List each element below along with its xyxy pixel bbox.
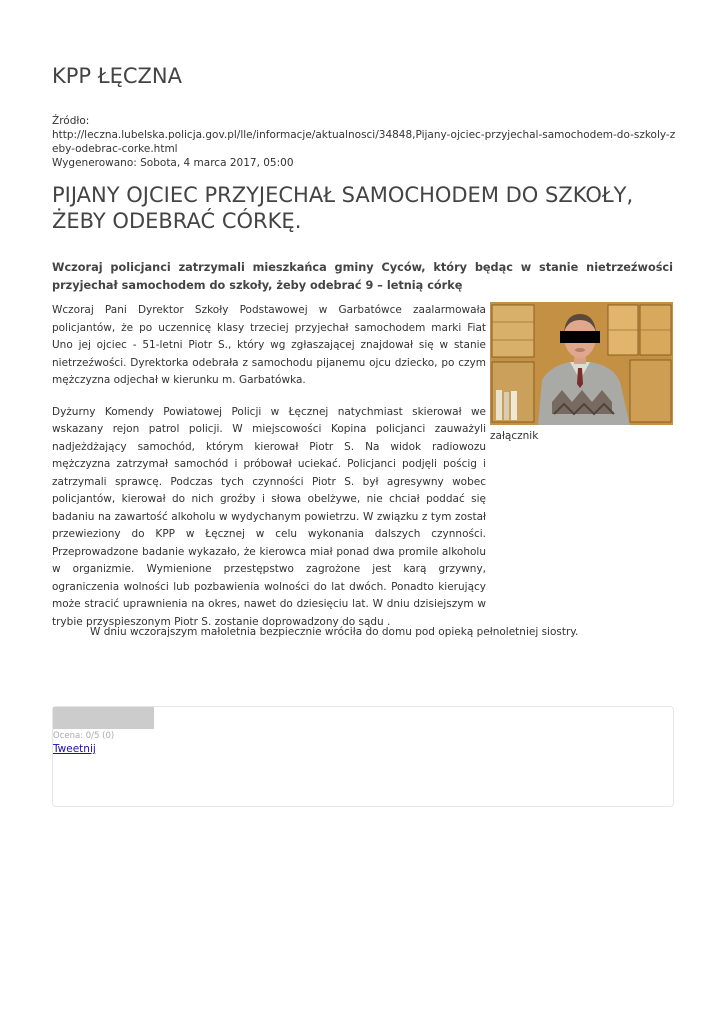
article-photo[interactable] bbox=[490, 302, 673, 425]
article-lead: Wczoraj policjanci zatrzymali mieszkańca gminy Cyców, który będąc w stanie nietrzeźwości przyjechał samochodem do szkoły, żeby odebrać 9 – letnią córkę bbox=[52, 261, 673, 292]
rating-widget bbox=[52, 706, 674, 807]
article-body bbox=[52, 302, 486, 645]
image-caption: załącznik bbox=[490, 430, 539, 442]
article-paragraph: Wczoraj Pani Dyrektor Szkoły Podstawowej w Garbatówce zaalarmowała policjantów, że po uczennicę klasy trzeciej przyjechał samochodem marki Fiat Uno jej ojciec - 51-letni Piotr S., który wg zgłaszającej znajdował się w stanie nietrzeźwości. Dyrektorka odebrała z samochodu pijanemu ojcu dziecko, po czym mężczyzna odjechał w kierunku m. Garbatówka. bbox=[52, 304, 486, 386]
source-url: http://leczna.lubelska.policja.gov.pl/lle/informacje/aktualnosci/34848,Pijany-ojciec-przyjechal-samochodem-do-szkoly-zeby-odebrac-corke.html bbox=[52, 129, 676, 155]
rating-label: Ocena: 0/5 (0) bbox=[53, 731, 115, 741]
rating-bar[interactable] bbox=[53, 707, 154, 729]
generated-date: Wygenerowano: Sobota, 4 marca 2017, 05:00 bbox=[52, 157, 294, 169]
article-closing: W dniu wczorajszym małoletnia bezpiecznie wróciła do domu pod opieką pełnoletniej siostry. bbox=[90, 626, 579, 638]
article-paragraph: Dyżurny Komendy Powiatowej Policji w Łęcznej natychmiast skierował we wskazany rejon patrol policji. W miejscowości Kopina policjanci zauważyli nadjeżdżający samochód, którym kierował Piotr S. Na widok radiowozu mężczyzna zatrzymał samochód i próbował uciekać. Policjanci podjęli pościg i zatrzymali sprawcę. Podczas tych czynności Piotr S. był agresywny wobec policjantów, kierował do nich groźby i słowa obelżywe, nie chciał poddać się badaniu na zawartość alkoholu w wydychanym powietrzu. W związku z tym został przewieziony do KPP w Łęcznej w celu wykonania dalszych czynności. Przeprowadzone badanie wykazało, że kierowca miał ponad dwa promile alkoholu w organizmie. Wymienione przestępstwo zagrożone jest karą grzywny, ograniczenia wolności lub pozbawienia wolności do lat dwóch. Ponadto kierujący może stracić uprawnienia na okres, nawet do dziesięciu lat. W dniu dzisiejszym w trybie przyspieszonym Piotr S. zostanie doprowadzony do sądu . bbox=[52, 405, 486, 628]
document-meta bbox=[52, 114, 677, 170]
article-title: PIJANY OJCIEC PRZYJECHAŁ SAMOCHODEM DO SZKOŁY, ŻEBY ODEBRAĆ CÓRKĘ. bbox=[52, 183, 634, 233]
article-figure bbox=[490, 302, 673, 442]
tweet-link[interactable]: Tweetnij bbox=[53, 743, 96, 755]
source-label: Źródło: bbox=[52, 115, 90, 127]
site-title: KPP ŁĘCZNA bbox=[52, 64, 182, 88]
